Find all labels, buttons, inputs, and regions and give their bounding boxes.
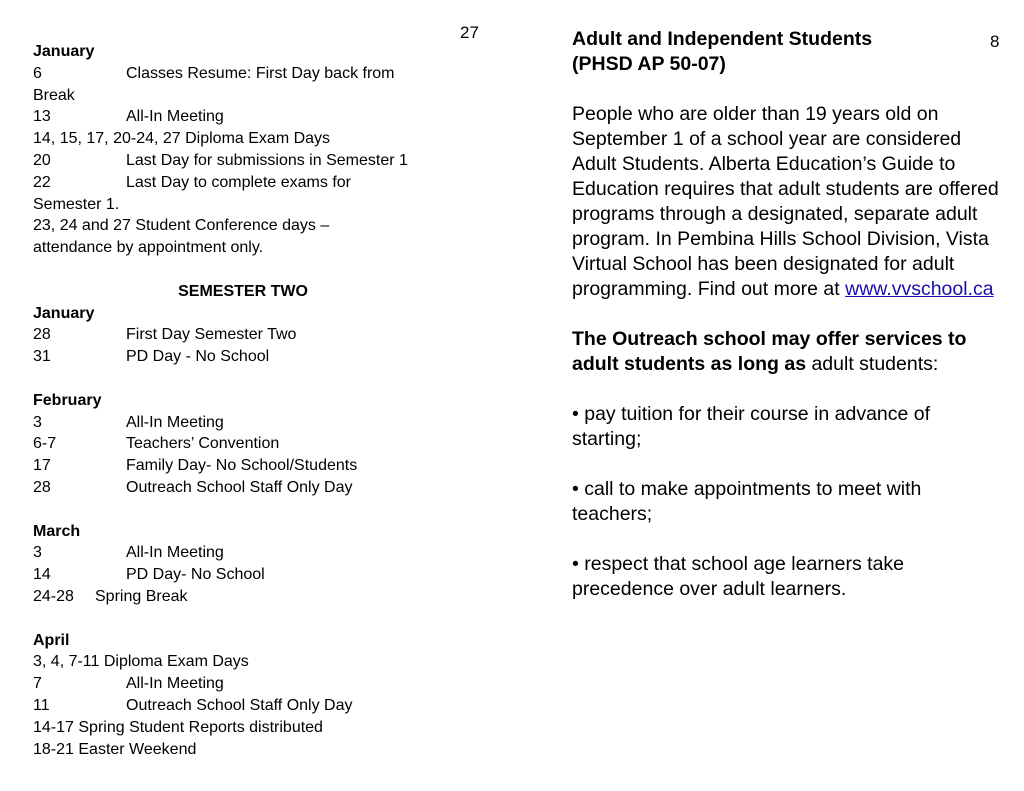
calendar-row: 14-17 Spring Student Reports distributed xyxy=(33,718,323,736)
calendar-event: All-In Meeting xyxy=(126,413,224,431)
calendar-row: 18-21 Easter Weekend xyxy=(33,740,197,758)
month-heading-march: March xyxy=(33,522,81,540)
calendar-event: Classes Resume: First Day back from xyxy=(126,64,395,82)
bullet-item xyxy=(572,552,1002,602)
calendar-list xyxy=(33,41,463,760)
bullet-text: respect that school age learners take precedence over adult learners. xyxy=(572,553,905,600)
calendar-event: Family Day- No School/Students xyxy=(126,457,358,475)
calendar-row: 3, 4, 7-11 Diploma Exam Days xyxy=(33,653,249,671)
outreach-text: adult students: xyxy=(806,353,939,375)
intro-text: People who are older than 19 years old on September 1 of a school year are considered Adult Students. Alberta Education’s Guide to Education requires that adult students are offered programs through a designated, separate adult program. In Pembina Hills School Division, Vista Virtual School has been designated for adult programming. Find out more at xyxy=(572,103,999,300)
bullet-text: pay tuition for their course in advance of starting; xyxy=(572,403,931,450)
bullet-icon: • xyxy=(572,553,579,575)
calendar-event: Last Day for submissions in Semester 1 xyxy=(126,151,408,169)
calendar-event: PD Day- No School xyxy=(126,566,265,584)
calendar-event: All-In Meeting xyxy=(126,108,224,126)
calendar-row xyxy=(33,695,463,717)
calendar-row xyxy=(33,324,463,346)
semester-two-heading: SEMESTER TWO xyxy=(178,282,308,300)
calendar-event: Teachers’ Convention xyxy=(126,435,280,453)
calendar-row xyxy=(33,455,463,477)
intro-paragraph xyxy=(572,102,1002,302)
calendar-event: All-In Meeting xyxy=(126,675,224,693)
month-heading-january-semester-two: January xyxy=(33,304,95,322)
calendar-row-continuation: attendance by appointment only. xyxy=(33,239,264,257)
calendar-day: 17 xyxy=(33,457,51,475)
calendar-event: Last Day to complete exams for xyxy=(126,173,351,191)
month-heading-january: January xyxy=(33,43,95,60)
section-title: Adult and Independent Students xyxy=(572,28,873,50)
calendar-row xyxy=(33,346,463,368)
calendar-event: PD Day - No School xyxy=(126,348,270,366)
calendar-row: 23, 24 and 27 Student Conference days – xyxy=(33,217,330,235)
calendar-day: 3 xyxy=(33,413,42,431)
bullet-icon: • xyxy=(572,403,579,425)
calendar-day: 22 xyxy=(33,173,51,191)
calendar-event: First Day Semester Two xyxy=(126,326,297,344)
calendar-row xyxy=(33,150,463,172)
calendar-event: All-In Meeting xyxy=(126,544,224,562)
calendar-row xyxy=(33,433,463,455)
page-number-right: 8 xyxy=(990,32,1000,51)
calendar-row xyxy=(33,564,463,586)
calendar-row xyxy=(33,673,463,695)
bullet-item xyxy=(572,402,1002,452)
calendar-day: 6 xyxy=(33,64,42,82)
calendar-row xyxy=(33,586,463,608)
calendar-row xyxy=(33,63,463,85)
calendar-day: 31 xyxy=(33,348,51,366)
calendar-day: 28 xyxy=(33,326,51,344)
calendar-row xyxy=(33,106,463,128)
calendar-day: 24-28 xyxy=(33,587,74,605)
bullet-icon: • xyxy=(572,478,579,500)
month-heading-february: February xyxy=(33,391,102,409)
calendar-row-continuation: Semester 1. xyxy=(33,195,120,213)
bullet-item xyxy=(572,477,1002,527)
calendar-row: 14, 15, 17, 20-24, 27 Diploma Exam Days xyxy=(33,130,331,148)
outreach-bold-text: The Outreach school may offer services to adult students as long as xyxy=(572,328,967,375)
adult-students-section xyxy=(572,27,1002,602)
calendar-day: 7 xyxy=(33,675,42,693)
calendar-event: Outreach School Staff Only Day xyxy=(126,696,353,714)
calendar-day: 3 xyxy=(33,544,42,562)
calendar-day: 14 xyxy=(33,566,51,584)
calendar-row xyxy=(33,172,463,194)
calendar-day: 20 xyxy=(33,151,51,169)
month-heading-april: April xyxy=(33,631,70,649)
calendar-row-continuation: Break xyxy=(33,86,75,104)
calendar-event: Outreach School Staff Only Day xyxy=(126,478,353,496)
calendar-row xyxy=(33,412,463,434)
calendar-day: 11 xyxy=(33,696,50,714)
calendar-row xyxy=(33,477,463,499)
calendar-day: 6-7 xyxy=(33,435,57,453)
calendar-day: 13 xyxy=(33,108,51,126)
right-page xyxy=(512,0,1024,791)
calendar-day: 28 xyxy=(33,478,51,496)
bullet-text: call to make appointments to meet with teachers; xyxy=(572,478,922,525)
section-policy-reference: (PHSD AP 50-07) xyxy=(572,53,726,75)
page-number-left: 27 xyxy=(460,23,479,42)
vvschool-link[interactable]: www.vvschool.ca xyxy=(845,278,994,300)
outreach-paragraph xyxy=(572,327,1002,377)
calendar-event: Spring Break xyxy=(95,587,188,605)
left-page xyxy=(0,0,500,791)
calendar-row xyxy=(33,542,463,564)
